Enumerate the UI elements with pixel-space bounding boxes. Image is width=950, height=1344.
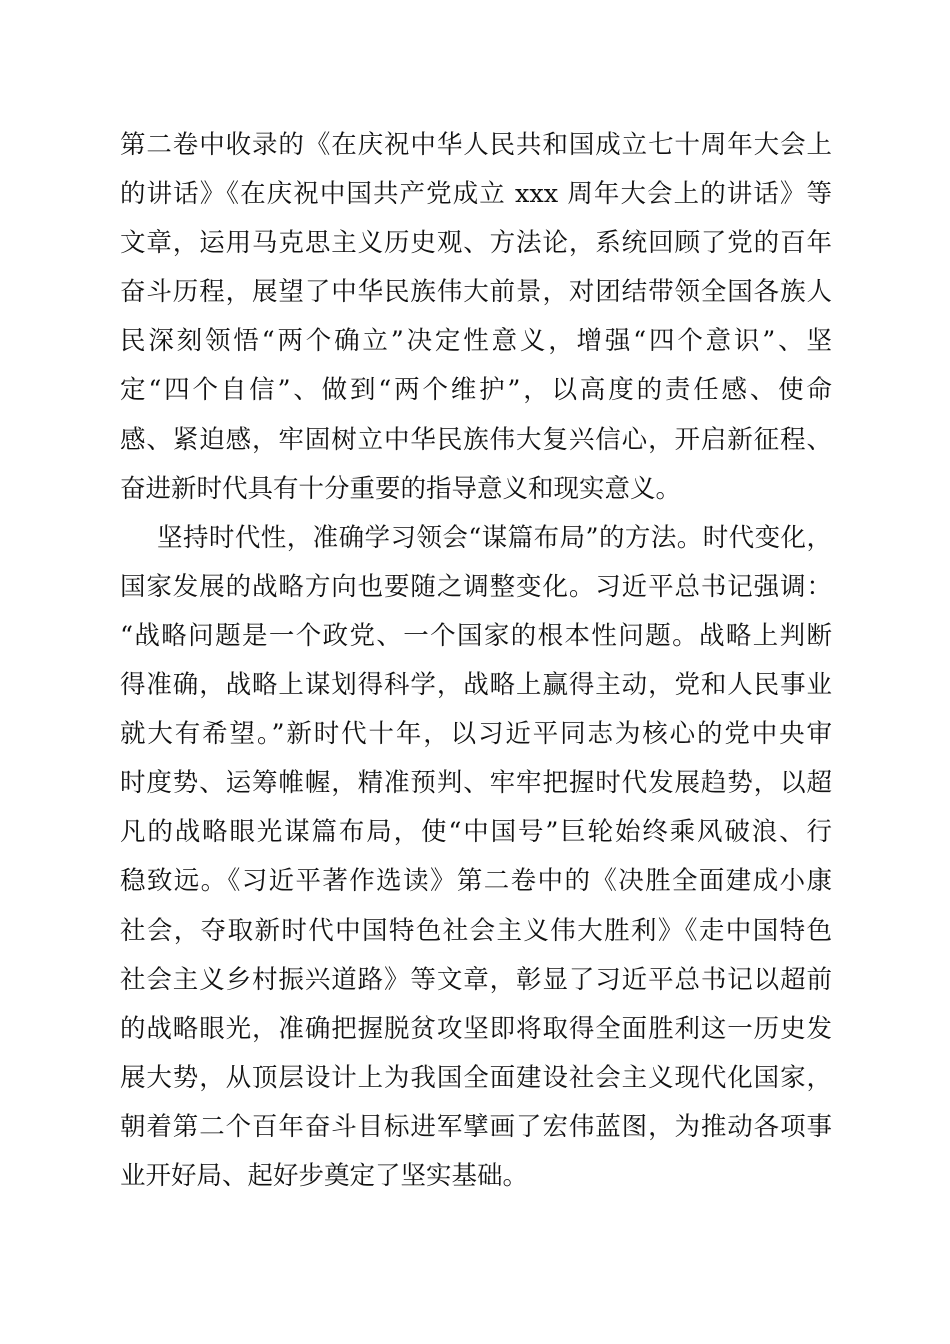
text-line: 第二卷中收录的《在庆祝中华人民共和国成立七十周年大会上: [120, 130, 832, 160]
text-line: 文章，运用马克思主义历史观、方法论，系统回顾了党的百年: [120, 228, 832, 259]
text-line: 时度势、运筹帷幄，精准预判、牢牢把握时代发展趋势，以超: [120, 768, 832, 799]
text-line: 奋进新时代具有十分重要的指导意义和现实意义。: [120, 473, 682, 504]
text-line: 朝着第二个百年奋斗目标进军擘画了宏伟蓝图，为推动各项事: [120, 1111, 832, 1142]
text-line: 社会，夺取新时代中国特色社会主义伟大胜利》《走中国特色: [120, 915, 832, 946]
text-line: 稳致远。《习近平著作选读》第二卷中的《决胜全面建成小康: [120, 866, 832, 897]
text-line: 民深刻领悟“两个确立”决定性意义，增强“四个意识”、坚: [120, 326, 832, 357]
text-line: 坚持时代性，准确学习领会“谋篇布局”的方法。时代变化，: [157, 522, 832, 553]
text-line: “战略问题是一个政党、一个国家的根本性问题。战略上判断: [120, 620, 832, 651]
text-line: 奋斗历程，展望了中华民族伟大前景，对团结带领全国各族人: [120, 277, 832, 308]
text-line: 得准确，战略上谋划得科学，战略上赢得主动，党和人民事业: [120, 670, 832, 701]
text-line: 的讲话》《在庆祝中国共产党成立 xxx 周年大会上的讲话》等: [120, 179, 832, 210]
text-line: 定“四个自信”、做到“两个维护”，以高度的责任感、使命: [120, 375, 832, 406]
text-line: 国家发展的战略方向也要随之调整变化。习近平总书记强调：: [120, 571, 832, 602]
document-body: [120, 121, 832, 1201]
text-line: 展大势，从顶层设计上为我国全面建设社会主义现代化国家，: [120, 1062, 832, 1093]
text-line: 业开好局、起好步奠定了坚实基础。: [120, 1160, 529, 1191]
text-line: 凡的战略眼光谋篇布局，使“中国号”巨轮始终乘风破浪、行: [120, 817, 832, 848]
paragraph-1: [120, 121, 832, 514]
text-line: 就大有希望。”新时代十年，以习近平同志为核心的党中央审: [120, 719, 832, 750]
text-line: 感、紧迫感，牢固树立中华民族伟大复兴信心，开启新征程、: [120, 424, 832, 455]
paragraph-2: [120, 514, 832, 1201]
text-line: 的战略眼光，准确把握脱贫攻坚即将取得全面胜利这一历史发: [120, 1013, 832, 1044]
text-line: 社会主义乡村振兴道路》等文章，彰显了习近平总书记以超前: [120, 964, 832, 995]
